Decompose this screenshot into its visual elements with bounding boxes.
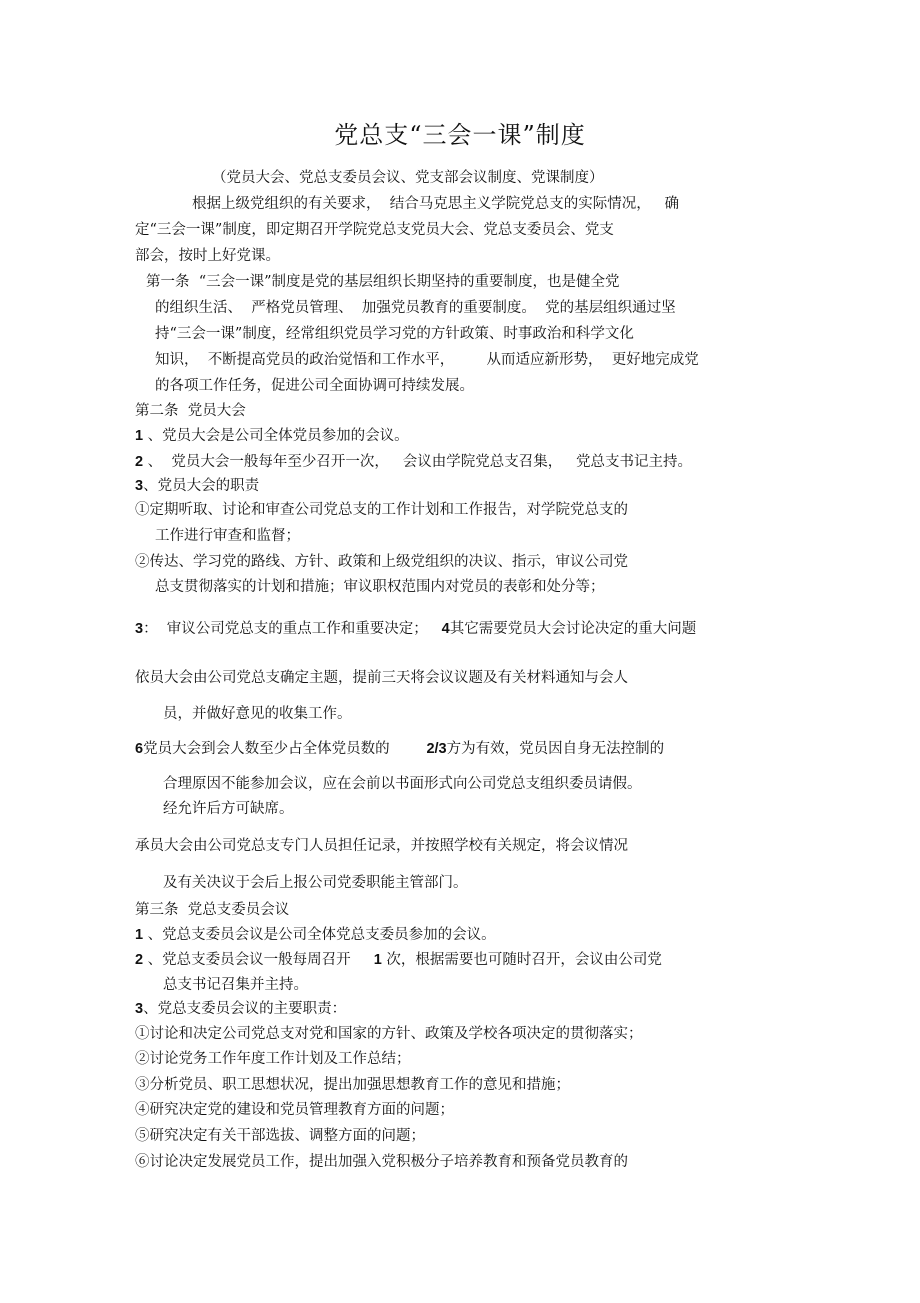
item-text: 其它需要党员大会讨论决定的重大问题 (449, 621, 697, 637)
item-text: 、党总支委员会议一般每周召开 (143, 952, 374, 968)
duty-5: 依员大会由公司党总支确定主题，提前三天将会议议题及有关材料通知与会人 (135, 670, 628, 686)
article-1-line: 的各项工作任务，促进公司全面协调可持续发展。 (155, 378, 474, 394)
item-number: 1 (373, 952, 382, 968)
article-3-duty: ①讨论和决定公司党总支对党和国家的方针、政策及学校各项决定的贯彻落实； (135, 1026, 643, 1042)
article-1-line: 持“三会一课”制度，经常组织党员学习党的方针政策、时事政治和科学文化 (155, 326, 634, 342)
article-3-heading: 第三条 党总支委员会议 (135, 902, 290, 918)
article-3-duty: ②讨论党务工作年度工作计划及工作总结； (135, 1051, 411, 1067)
item-text: 、 党员大会一般每年至少召开一次， 会议由学院党总支召集， 党总支书记主持。 (143, 454, 693, 470)
intro-line: 部会，按时上好党课。 (135, 248, 280, 264)
item-number: 6 (135, 741, 144, 757)
article-3-duty: ③分析党员、职工思想状况，提出加强思想教育工作的意见和措施； (135, 1077, 570, 1093)
duty-2: ②传达、学习党的路线、方针、政策和上级党组织的决议、指示，审议公司党 (135, 554, 628, 570)
article-2-item-1 (135, 426, 409, 446)
article-3-duty: ④研究决定党的建设和党员管理教育方面的问题； (135, 1102, 454, 1118)
item-number: 1 (135, 428, 144, 444)
duty-6 (135, 739, 664, 759)
intro-line: 定“三会一课”制度，即定期召开学院党总支党员大会、党总支委员会、党支 (135, 222, 614, 238)
item-number: 3 (135, 1001, 144, 1017)
article-1-line: 第一条 “三会一课”制度是党的基层组织长期坚持的重要制度，也是健全党 (146, 274, 620, 290)
item-number: 3 (135, 478, 144, 494)
item-text: 、党员大会的职责 (143, 478, 260, 494)
article-2-item-2 (135, 452, 692, 472)
item-text: 、党总支委员会议的主要职责： (143, 1001, 347, 1017)
duty-2-cont: 总支贯彻落实的计划和措施；审议职权范围内对党员的表彰和处分等； (155, 579, 605, 595)
item-text: 、党总支委员会议是公司全体党总支委员参加的会议。 (143, 927, 496, 943)
article-3-duty: ⑥讨论决定发展党员工作，提出加强入党积极分子培养教育和预备党员教育的 (135, 1154, 628, 1170)
article-1-line: 知识， 不断提高党员的政治觉悟和工作水平， 从而适应新形势， 更好地完成党 (155, 352, 699, 368)
subtitle: （党员大会、党总支委员会议、党支部会议制度、党课制度） (212, 170, 604, 186)
item-number: 1 (135, 927, 144, 943)
item-text: 次，根据需要也可随时召开，会议由公司党 (381, 952, 662, 968)
duty-1-cont: 工作进行审查和监督； (155, 528, 300, 544)
duty-7: 承员大会由公司党总支专门人员担任记录，并按照学校有关规定，将会议情况 (135, 838, 628, 854)
item-number: 4 (441, 621, 450, 637)
item-text: 、党员大会是公司全体党员参加的会议。 (143, 428, 409, 444)
duty-7-cont: 及有关决议于会后上报公司党委职能主管部门。 (163, 875, 468, 891)
item-text: ： 审议公司党总支的重点工作和重要决定； (143, 621, 442, 637)
item-number: 2 (135, 454, 144, 470)
article-3-item-1 (135, 925, 496, 945)
article-3-duty: ⑤研究决定有关干部选拔、调整方面的问题； (135, 1128, 425, 1144)
article-1-line: 的组织生活、 严格党员管理、 加强党员教育的重要制度。 党的基层组织通过坚 (155, 300, 676, 316)
article-3-item-3 (135, 999, 346, 1019)
item-number: 2 (135, 952, 144, 968)
duty-6-cont: 合理原因不能参加会议，应在会前以书面形式向公司党总支组织委员请假。 (163, 776, 642, 792)
intro-line: 根据上级党组织的有关要求， 结合马克思主义学院党总支的实际情况， 确 (192, 196, 680, 212)
item-number: 2/3 (426, 741, 447, 757)
article-2-heading: 第二条 党员大会 (135, 403, 246, 419)
duty-1: ①定期听取、讨论和审查公司党总支的工作计划和工作报告，对学院党总支的 (135, 502, 628, 518)
article-3-item-2-cont: 总支书记召集并主持。 (163, 977, 308, 993)
duty-6-cont: 经允许后方可缺席。 (163, 801, 294, 817)
article-3-item-2 (135, 950, 662, 970)
item-text: 党员大会到会人数至少占全体党员数的 (143, 741, 427, 757)
document-title: 党总支“三会一课”制度 (334, 121, 586, 149)
article-2-item-3 (135, 476, 259, 496)
duty-3-4 (135, 619, 696, 639)
duty-5-cont: 员，并做好意见的收集工作。 (163, 706, 352, 722)
item-number: 3 (135, 621, 144, 637)
item-text: 方为有效，党员因自身无法控制的 (446, 741, 665, 757)
